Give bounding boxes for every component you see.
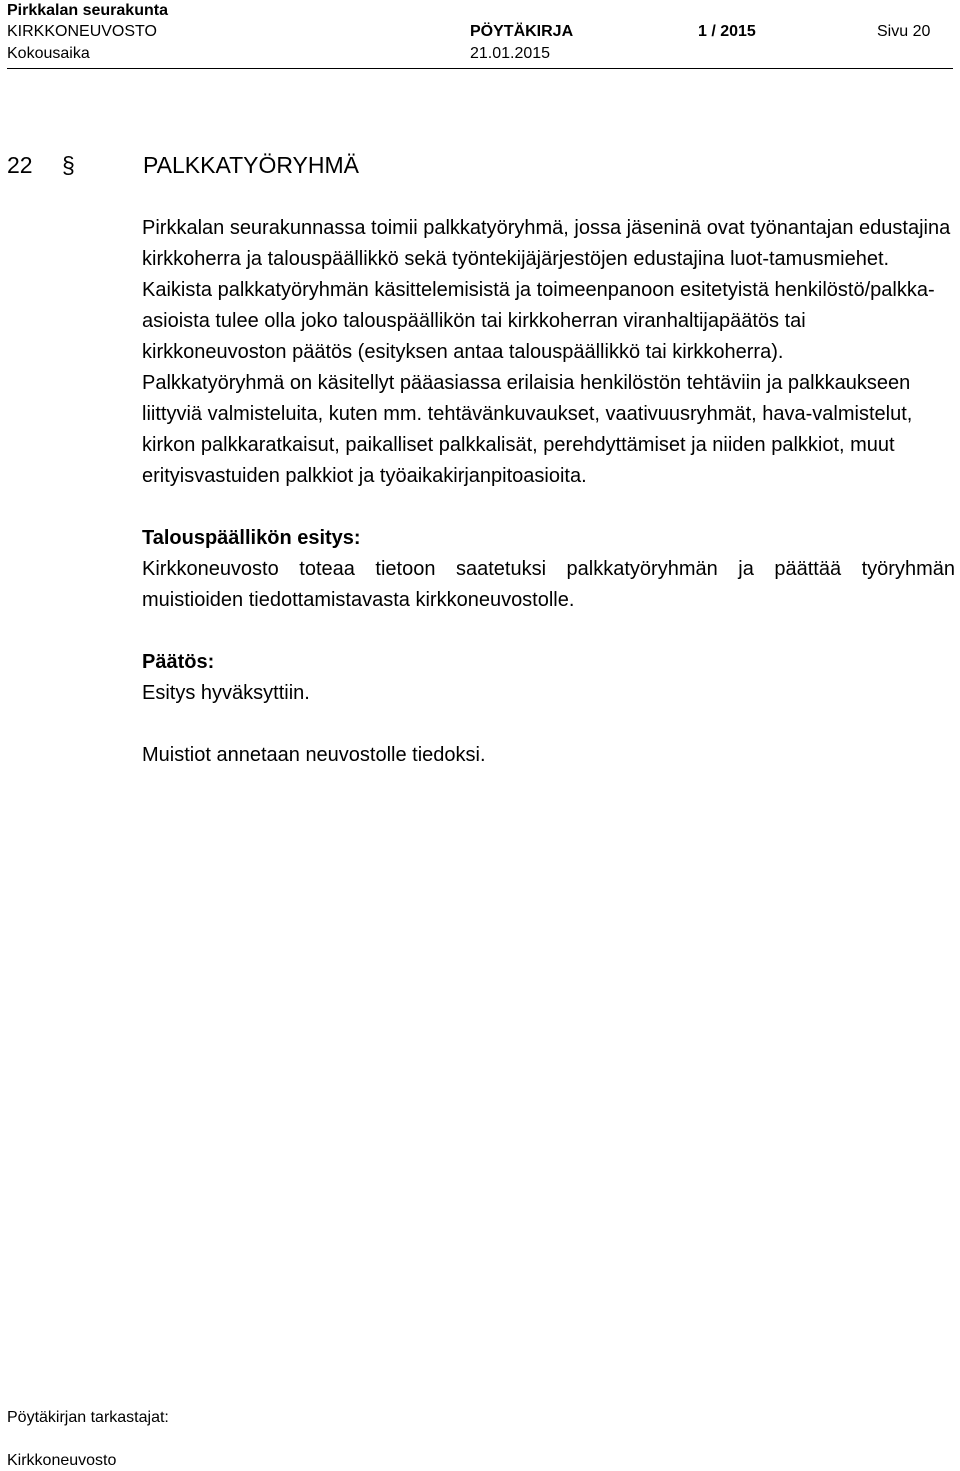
paragraph-decisions: Kaikista palkkatyöryhmän käsittelemisistä ja toimeenpanoon esitetyistä henkilöstö/palkka-asioista tulee olla joko talouspäällikön tai kirkkoherran viranhaltijapäätös tai kirkkoneuvoston päätös (esityksen antaa talouspäällikkö tai kirkkoherra). — [142, 279, 935, 363]
page-number: Sivu 20 — [877, 23, 931, 40]
proposal-label: Talouspäällikön esitys: — [142, 527, 361, 549]
note-text: Muistiot annetaan neuvostolle tiedoksi. — [142, 744, 486, 766]
paragraph-topics: Palkkatyöryhmä on käsitellyt pääasiassa erilaisia henkilöstön tehtäviin ja palkkaukseen liittyviä valmisteluita, kuten mm. tehtävänkuvaukset, vaativuusryhmät, hava-valmistelut, kirkon palkkaratkaisut, paikalliset palkkalisät, perehdyttämiset ja niiden palkkiot, muut erityisvastuiden palkkiot ja työaikakirjanpitoasioita. — [142, 372, 913, 487]
paragraph-intro: Pirkkalan seurakunnassa toimii palkkatyöryhmä, jossa jäseninä ovat työnantajan edustajina kirkkoherra ja talouspäällikkö sekä työntekijäjärjestöjen edustajina luot-tamusmiehet. — [142, 217, 951, 270]
section-body — [142, 213, 955, 771]
document-type: PÖYTÄKIRJA — [470, 23, 574, 40]
section-sign: § — [62, 152, 75, 178]
meeting-label: Kokousaika — [7, 45, 90, 62]
organization-name: Pirkkalan seurakunta — [7, 2, 168, 19]
section-number: 22 — [7, 152, 33, 178]
decision-label: Päätös: — [142, 651, 215, 673]
document-number: 1 / 2015 — [698, 23, 756, 40]
document-header — [7, 0, 953, 69]
inspectors-label: Pöytäkirjan tarkastajat: — [7, 1409, 169, 1426]
proposal-text: Kirkkoneuvosto toteaa tietoon saatetuksi palkkatyöryhmän ja päättää työryhmän muistioiden tiedottamistavasta kirkkoneuvostolle. — [142, 558, 955, 611]
decision-text: Esitys hyväksyttiin. — [142, 682, 310, 704]
body-name: KIRKKONEUVOSTO — [7, 23, 157, 40]
meeting-date: 21.01.2015 — [470, 45, 551, 62]
section-title: PALKKATYÖRYHMÄ — [143, 152, 360, 178]
footer-body-name: Kirkkoneuvosto — [7, 1452, 117, 1469]
